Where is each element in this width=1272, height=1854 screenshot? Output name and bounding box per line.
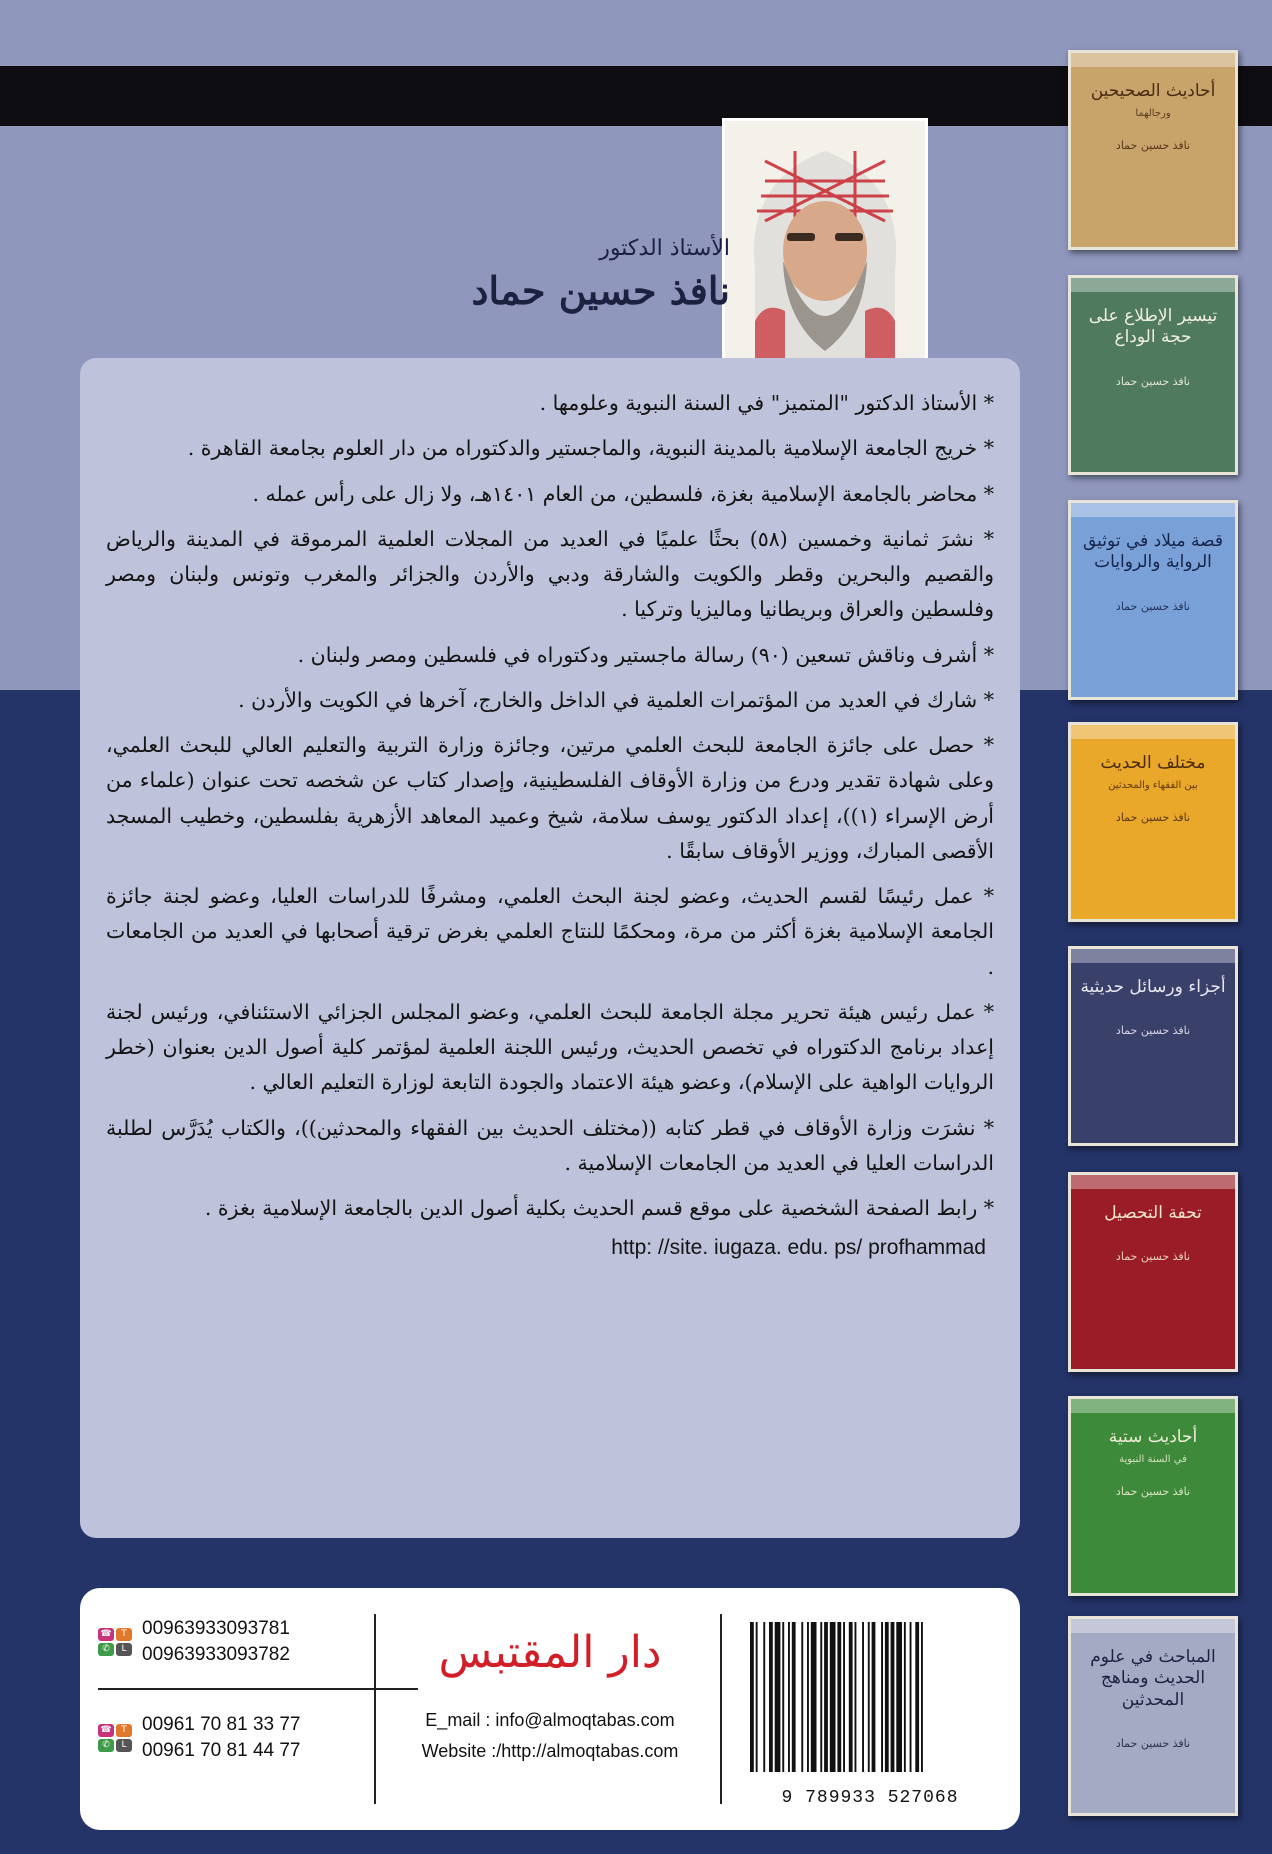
barcode-bar bbox=[891, 1622, 895, 1772]
book-header-strip bbox=[1071, 1399, 1235, 1413]
contact-row-lebanon bbox=[98, 1710, 438, 1766]
barcode-bar bbox=[820, 1622, 822, 1772]
book-author: نافذ حسين حماد bbox=[1115, 1250, 1191, 1264]
barcode-bar bbox=[811, 1622, 817, 1772]
book-title: المباحث في علوم الحديث ومناهج المحدثين bbox=[1090, 1647, 1216, 1710]
book-thumbnail bbox=[1068, 50, 1238, 250]
bio-paragraph: * الأستاذ الدكتور "المتميز" في السنة النبوية وعلومها . bbox=[539, 391, 994, 415]
barcode-bar bbox=[792, 1622, 796, 1772]
book-header-strip bbox=[1071, 1619, 1235, 1633]
book-subtitle bbox=[1071, 353, 1235, 357]
footer-divider bbox=[374, 1614, 376, 1804]
barcode-bar bbox=[775, 1622, 781, 1772]
bio-paragraph: * حصل على جائزة الجامعة للبحث العلمي مرتين، وجائزة وزارة التربية والتعليم العالي للبحث العلمي، وعلى شهادة تقدير ودرع من وزارة الأوقاف الفلسطينية، وإصدار كتاب عن شخصه تحت عنوان (علماء من أرض الإسراء (١))، إعداد الدكتور يوسف سلامة، شيخ وعميد المعاهد الأزهرية بفلسطين، وخطيب المسجد الأقصى المبارك، ووزير الأوقاف سابقًا . bbox=[106, 733, 994, 863]
barcode-bar bbox=[843, 1622, 845, 1772]
author-title: الأستاذ الدكتور bbox=[599, 236, 730, 261]
book-author: نافذ حسين حماد bbox=[1115, 811, 1191, 825]
author-name: نافذ حسين حماد bbox=[471, 268, 730, 313]
bio-paragraph: * خريج الجامعة الإسلامية بالمدينة النبوية، والماجستير والدكتوراه من دار العلوم بجامعة القاهرة . bbox=[187, 436, 994, 461]
author-portrait bbox=[722, 118, 928, 372]
telegram-icon: T bbox=[116, 1628, 132, 1641]
publisher-email[interactable]: E_mail : info@almoqtabas.com bbox=[425, 1710, 675, 1730]
barcode-bar bbox=[862, 1622, 864, 1772]
book-subtitle: في السنة النبوية bbox=[1119, 1454, 1187, 1466]
barcode-bar bbox=[801, 1622, 803, 1772]
book-subtitle bbox=[1071, 1228, 1235, 1232]
publisher-logo: دار المقتبس bbox=[438, 1627, 662, 1678]
line-icon: L bbox=[116, 1643, 132, 1656]
barcode-bar bbox=[824, 1622, 828, 1772]
book-thumbnail bbox=[1068, 275, 1238, 475]
bio-paragraph: * محاضر بالجامعة الإسلامية بغزة، فلسطين، من العام ١٤٠١هـ، ولا زال على رأس عمله . bbox=[252, 481, 994, 506]
telegram-icon: T bbox=[116, 1724, 132, 1737]
book-header-strip bbox=[1071, 949, 1235, 963]
book-author: نافذ حسين حماد bbox=[1115, 1024, 1191, 1038]
book-author: نافذ حسين حماد bbox=[1115, 599, 1191, 613]
book-author: نافذ حسين حماد bbox=[1115, 1485, 1191, 1499]
barcode-bar bbox=[881, 1622, 883, 1772]
profile-url[interactable]: http: //site. iugaza. edu. ps/ profhammad bbox=[611, 1236, 986, 1260]
book-thumbnail bbox=[1068, 500, 1238, 700]
book-subtitle bbox=[1071, 1715, 1235, 1719]
barcode-bar bbox=[769, 1622, 773, 1772]
barcode-bar bbox=[830, 1622, 836, 1772]
book-subtitle bbox=[1071, 1002, 1235, 1006]
phone-number[interactable]: 00963933093782 bbox=[142, 1644, 290, 1665]
isbn-barcode bbox=[740, 1618, 1000, 1808]
book-author: نافذ حسين حماد bbox=[1115, 1736, 1191, 1750]
book-title: أجزاء ورسائل حديثية bbox=[1080, 977, 1226, 997]
book-subtitle: بين الفقهاء والمحدثين bbox=[1108, 780, 1198, 792]
book-thumbnail bbox=[1068, 946, 1238, 1146]
bio-paragraph: * نشرَت وزارة الأوقاف في قطر كتابه ((مختلف الحديث بين الفقهاء والمحدثين))، والكتاب يُدَرَّس لطلبة الدراسات العليا في العديد من الجامعات الإسلامية . bbox=[106, 1115, 994, 1175]
barcode-bar bbox=[837, 1622, 841, 1772]
barcode-bar bbox=[915, 1622, 919, 1772]
contact-divider bbox=[98, 1688, 418, 1690]
book-thumbnail bbox=[1068, 1396, 1238, 1596]
bio-paragraph: * عمل رئيس هيئة تحرير مجلة الجامعة للبحث العلمي، وعضو المجلس الجزائي الاستئنافي، ورئيس لجنة إعداد برنامج الدكتوراه في تخصص الحديث، ورئيس اللجنة العلمية لمؤتمر كلية أصول الدين بعنوان (خطر الروايات الواهية على الإسلام)، وعضو هيئة الاعتماد والجودة التابعة لوزارة التعليم العالي . bbox=[106, 999, 994, 1095]
bio-paragraph: * عمل رئيسًا لقسم الحديث، وعضو لجنة البحث العلمي، ومشرفًا للدراسات العليا، وعضو لجنة جائزة الجامعة الإسلامية بغزة أكثر من مرة، ومحكمًا للنتاج العلمي بغرض ترقية أصحابها في العديد من الجامعات . bbox=[106, 884, 994, 979]
book-header-strip bbox=[1071, 503, 1235, 517]
barcode-bar bbox=[756, 1622, 758, 1772]
barcode-bars bbox=[740, 1618, 1000, 1778]
barcode-bar bbox=[896, 1622, 902, 1772]
book-header-strip bbox=[1071, 1175, 1235, 1189]
barcode-bar bbox=[849, 1622, 853, 1772]
whatsapp-icon: ✆ bbox=[98, 1643, 114, 1656]
barcode-bar bbox=[868, 1622, 870, 1772]
barcode-bar bbox=[750, 1622, 754, 1772]
book-subtitle bbox=[1071, 578, 1235, 582]
book-title: أحاديث ستية bbox=[1108, 1427, 1198, 1447]
barcode-bar bbox=[885, 1622, 889, 1772]
book-header-strip bbox=[1071, 725, 1235, 739]
bio-paragraph: * شارك في العديد من المؤتمرات العلمية في الداخل والخارج، آخرها في الكويت والأردن . bbox=[238, 687, 994, 712]
book-author: نافذ حسين حماد bbox=[1115, 374, 1191, 388]
barcode-bar bbox=[855, 1622, 857, 1772]
book-thumbnail bbox=[1068, 722, 1238, 922]
phone-icon: ☎ bbox=[98, 1724, 114, 1737]
barcode-bar bbox=[763, 1622, 765, 1772]
book-header-strip bbox=[1071, 278, 1235, 292]
barcode-bar bbox=[872, 1622, 876, 1772]
barcode-bar bbox=[921, 1622, 923, 1772]
bio-paragraph: * أشرف وناقش تسعين (٩٠) رسالة ماجستير ودكتوراه في فلسطين ومصر ولبنان . bbox=[297, 642, 994, 667]
book-subtitle: ورجالهما bbox=[1135, 108, 1171, 120]
phone-number[interactable]: 00961 70 81 44 77 bbox=[142, 1740, 301, 1761]
book-thumbnail bbox=[1068, 1616, 1238, 1816]
phone-number[interactable]: 00963933093781 bbox=[142, 1618, 290, 1639]
publisher-website[interactable]: Website :/http://almoqtabas.com bbox=[421, 1741, 679, 1761]
barcode-bar bbox=[788, 1622, 790, 1772]
contact-row-syria bbox=[98, 1614, 438, 1670]
isbn-number: 9 789933 527068 bbox=[781, 1788, 959, 1808]
bio-paragraph: * نشرَ ثمانية وخمسين (٥٨) بحثًا علميًا في العديد من المجلات العلمية المرموقة في المدينة والرياض والقصيم والبحرين وقطر والكويت والشارقة ودبي والأردن والجزائر والمغرب وتونس ولبنان ومصر وفلسطين والعراق وبريطانيا وماليزيا وتركيا . bbox=[106, 526, 994, 622]
footer-divider bbox=[720, 1614, 722, 1804]
contact-icons bbox=[98, 1628, 132, 1656]
contact-icons bbox=[98, 1724, 132, 1752]
book-title: مختلف الحديث bbox=[1100, 753, 1206, 773]
book-title: تيسير الإطلاع على حجة الوداع bbox=[1088, 306, 1218, 348]
book-thumbnail bbox=[1068, 1172, 1238, 1372]
barcode-bar bbox=[782, 1622, 784, 1772]
whatsapp-icon: ✆ bbox=[98, 1739, 114, 1752]
book-title: أحاديث الصحيحين bbox=[1090, 81, 1216, 101]
barcode-bar bbox=[904, 1622, 906, 1772]
book-title: قصة ميلاد في توثيق الرواية والروايات bbox=[1083, 531, 1223, 573]
related-books-column bbox=[1040, 0, 1272, 1854]
barcode-bar bbox=[910, 1622, 912, 1772]
phone-icon: ☎ bbox=[98, 1628, 114, 1641]
book-header-strip bbox=[1071, 53, 1235, 67]
contact-list bbox=[98, 1614, 438, 1766]
barcode-bar bbox=[807, 1622, 809, 1772]
book-title: تحفة التحصيل bbox=[1104, 1203, 1202, 1223]
phone-number[interactable]: 00961 70 81 33 77 bbox=[142, 1714, 301, 1735]
line-icon: L bbox=[116, 1739, 132, 1752]
book-author: نافذ حسين حماد bbox=[1115, 139, 1191, 153]
publisher-block bbox=[390, 1618, 710, 1762]
footer-box bbox=[80, 1588, 1020, 1830]
bio-paragraph: * رابط الصفحة الشخصية على موقع قسم الحديث بكلية أصول الدين بالجامعة الإسلامية بغزة . bbox=[204, 1196, 994, 1220]
bio-panel bbox=[80, 358, 1020, 1538]
